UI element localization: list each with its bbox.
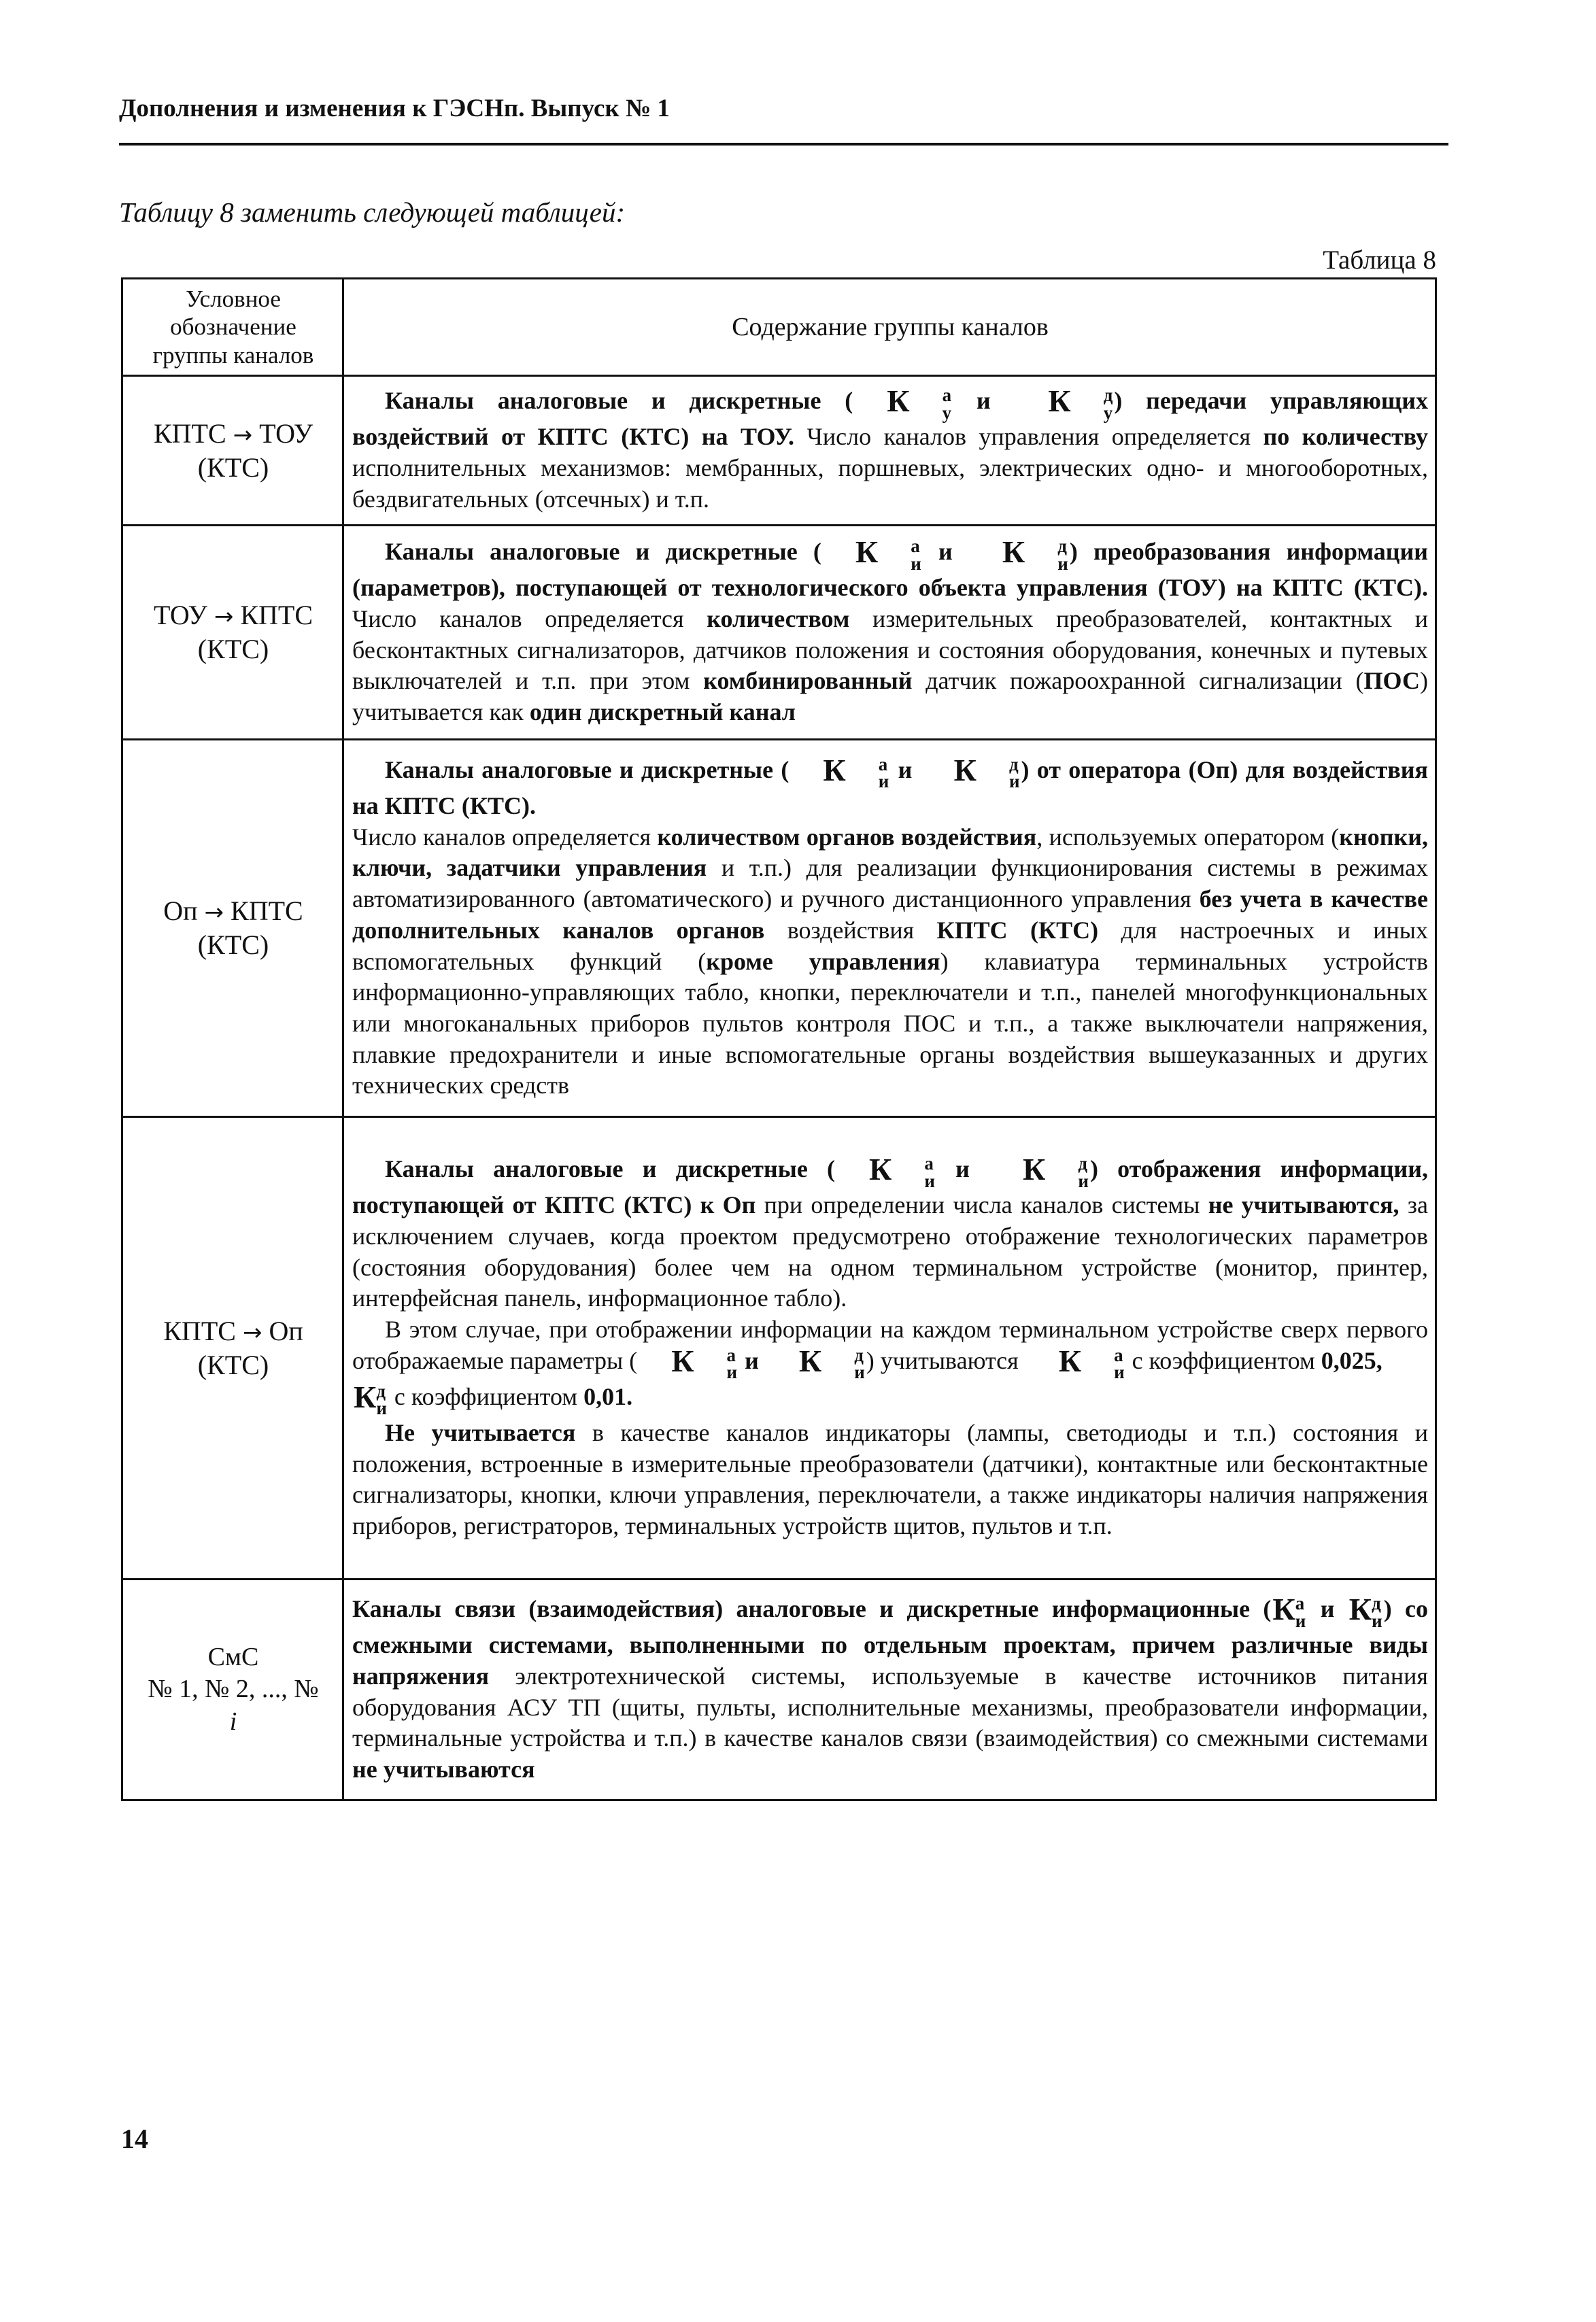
row-text: , используемых оператором ( <box>1036 823 1340 851</box>
col2-header: Содержание группы каналов <box>343 279 1436 376</box>
group-code-note: (КТС) <box>197 634 269 664</box>
group-code-note: (КТС) <box>197 1349 269 1380</box>
and-word: и <box>938 538 953 566</box>
k-symbol: К д и <box>1002 534 1068 574</box>
row-text: датчик пожароохранной сигнализации ( <box>912 667 1364 695</box>
group-code-note: (КТС) <box>197 451 269 483</box>
k-symbol: К д и <box>1023 1152 1089 1191</box>
k-symbol: К д у <box>1048 383 1113 423</box>
page-number: 14 <box>121 2123 148 2154</box>
group-code-cell <box>122 1580 343 1800</box>
group-code-from: СмС <box>207 1642 259 1671</box>
coefficient-value: 0,01. <box>583 1382 633 1410</box>
group-code-to: КПТС <box>231 895 303 926</box>
group-code-cell <box>122 740 343 1117</box>
k-symbol: К а и <box>1272 1592 1306 1631</box>
arrow-icon: → <box>214 603 234 630</box>
k-symbol: К д и <box>1348 1592 1382 1631</box>
row-bold: один дискретный канал <box>529 698 796 726</box>
group-code-from: КПТС <box>153 417 226 449</box>
row-text: измерительных преобразователей, контактных и бесконтактных сигнализаторов, датчиков положения и состояния оборудования, конечных и путевых выключателей и т.п. при этом <box>352 604 1428 695</box>
k-symbol: К д и <box>354 1379 387 1419</box>
and-word: и <box>976 387 991 415</box>
group-code-index: i <box>229 1707 237 1736</box>
group-content-cell <box>343 740 1436 1117</box>
table-row <box>122 1117 1436 1580</box>
row-text: с коэффициентом <box>1132 1346 1315 1374</box>
row-bold: без учета в качестве дополнительных каналов органов <box>352 885 1429 944</box>
table-header-row <box>122 279 1436 376</box>
table-label: Таблица 8 <box>1323 245 1436 275</box>
coefficient-value: 0,025, <box>1321 1346 1382 1374</box>
row-bold: по количеству <box>1263 423 1428 451</box>
row-text: В этом случае, при отображении информации на каждом терминальном устройстве сверх первого отображаемые параметры ( <box>352 1316 1428 1374</box>
row-text: Число каналов управления определяется <box>794 423 1263 451</box>
k-symbol: К а и <box>823 752 889 792</box>
k-symbol: К а и <box>671 1343 738 1383</box>
group-code-list: № 1, № 2, ..., № <box>148 1675 319 1704</box>
row-lead-bold-rest: ) от оператора (Оп) для воздействия на КПТС (КТС). <box>352 755 1429 819</box>
row-text: Число каналов определяется <box>352 604 707 632</box>
group-code-cell <box>122 1117 343 1580</box>
intro-text: Таблицу 8 заменить следующей таблицей: <box>119 197 626 228</box>
row-lead-bold-rest: ) отображения информации, поступающей от КПТС (КТС) к Оп <box>352 1155 1429 1219</box>
row-text: за исключением случаев, когда проектом предусмотрено отображение технологических параметров (состояния оборудования) более чем на одном терминальном устройстве (монитор, принтер, интерфейсная панель, информационное табло). <box>352 1191 1428 1312</box>
row-text: воздействия <box>764 916 937 944</box>
row-bold: не учитываются, <box>1208 1191 1399 1219</box>
k-symbol: К а у <box>887 383 952 423</box>
k-symbol: К а и <box>868 1152 935 1191</box>
table-row <box>122 376 1436 526</box>
row-bold: КПТС (КТС) <box>936 916 1099 944</box>
row-bold: количеством <box>707 604 850 632</box>
arrow-icon: → <box>204 899 224 926</box>
row-text: с коэффициентом <box>394 1382 578 1410</box>
row-text: ) учитываются <box>866 1346 1019 1374</box>
running-header: Дополнения и изменения к ГЭСНп. Выпуск № 1 <box>119 95 670 122</box>
group-code-note: (КТС) <box>197 929 269 960</box>
k-symbol: К д и <box>953 752 1020 792</box>
group-code-to: ТОУ <box>259 417 313 449</box>
group-code-from: КПТС <box>163 1315 236 1346</box>
row-lead-bold: Каналы аналоговые и дискретные ( <box>385 1155 835 1183</box>
channels-table <box>121 277 1437 1801</box>
row-bold: кроме управления <box>706 947 940 975</box>
row-text: Число каналов определяется <box>352 823 658 851</box>
and-word: и <box>955 1155 970 1183</box>
arrow-icon: → <box>233 421 253 449</box>
row-lead-bold: Каналы связи (взаимодействия) аналоговые и дискретные информационные ( <box>352 1595 1272 1623</box>
group-code-from: ТОУ <box>153 600 207 630</box>
group-content-cell <box>343 1580 1436 1800</box>
group-code-cell <box>122 376 343 526</box>
k-symbol: К а и <box>855 534 921 574</box>
row-bold: комбинированный <box>703 667 913 695</box>
row-text: при определении числа каналов системы <box>755 1191 1208 1219</box>
group-content-cell <box>343 526 1436 740</box>
table-row <box>122 526 1436 740</box>
k-symbol: К д и <box>798 1343 865 1383</box>
row-bold: ПОС <box>1363 667 1420 695</box>
group-content-cell <box>343 376 1436 526</box>
row-bold: количеством органов воздействия <box>657 823 1037 851</box>
row-lead-bold: Каналы аналоговые и дискретные ( <box>385 755 789 783</box>
group-content-cell <box>343 1117 1436 1580</box>
and-word: и <box>1320 1595 1335 1623</box>
row-bold: кнопки, ключи, задатчики управления <box>352 823 1428 882</box>
group-code-from: Оп <box>163 895 198 926</box>
arrow-icon: → <box>242 1318 262 1346</box>
row-bold: не учитываются <box>352 1756 535 1783</box>
row-lead-bold: Каналы аналоговые и дискретные ( <box>385 538 821 566</box>
table-row <box>122 1580 1436 1800</box>
col1-header: Условное обозначение группы каналов <box>122 279 343 376</box>
row-text: и т.п.) для реализации функционирования системы в режимах автоматизированного (автоматического) и ручного дистанционного управления <box>352 854 1428 913</box>
and-word: и <box>745 1346 759 1374</box>
row-text: ) учитывается как <box>352 667 1428 726</box>
row-lead-bold-rest: ) преобразования информации (параметров), поступающей от технологического объекта управления (ТОУ) на КПТС (КТС). <box>352 538 1429 602</box>
row-bold: Не учитывается <box>385 1418 576 1446</box>
row-lead-bold: Каналы аналоговые и дискретные ( <box>385 387 853 415</box>
row-text: в качестве каналов индикаторы (лампы, светодиоды и т.п.) состояния и положения, встроенные в измерительные преобразователи (датчики), контактные или бесконтактные сигнализаторы, кнопки, ключи управления, переключатели, а также индикаторы наличия напряжения приборов, регистраторов, терминальных устройств щитов, пультов и т.п. <box>352 1418 1429 1540</box>
and-word: и <box>898 755 913 783</box>
header-divider <box>119 143 1448 146</box>
row-text: ) клавиатура терминальных устройств информационно-управляющих табло, кнопки, переключатели и т.п., панелей многофункциональных или многоканальных приборов пультов контроля ПОС и т.п., а также выключатели напряжения, плавкие предохранители и иные вспомогательные органы воздействия вышеуказанных и других технических средств <box>352 947 1428 1099</box>
k-symbol: К а и <box>1058 1343 1125 1383</box>
row-lead-bold-rest: ) со смежными системами, выполненными по отдельным проектам, причем различные виды напряжения <box>352 1595 1429 1690</box>
row-text: исполнительных механизмов: мембранных, поршневых, электрических одно- и многооборотных, бездвигательных (отсечных) и т.п. <box>352 454 1428 513</box>
table-row <box>122 740 1436 1117</box>
group-code-cell <box>122 526 343 740</box>
row-lead-bold-rest: ) передачи управляющих воздействий от КПТС (КТС) на ТОУ. <box>352 387 1428 451</box>
group-code-to: Оп <box>269 1315 303 1346</box>
row-text: для настроечных и иных вспомогательных функций ( <box>352 916 1428 975</box>
row-text: электротехнической системы, используемые в качестве источников питания оборудования АСУ ТП (щиты, пульты, исполнительные механизмы, преобразователи информации, терминальные устройства и т.п.) в качестве каналов связи (взаимодействия) со смежными системами <box>352 1662 1428 1752</box>
group-code-to: КПТС <box>240 600 313 630</box>
